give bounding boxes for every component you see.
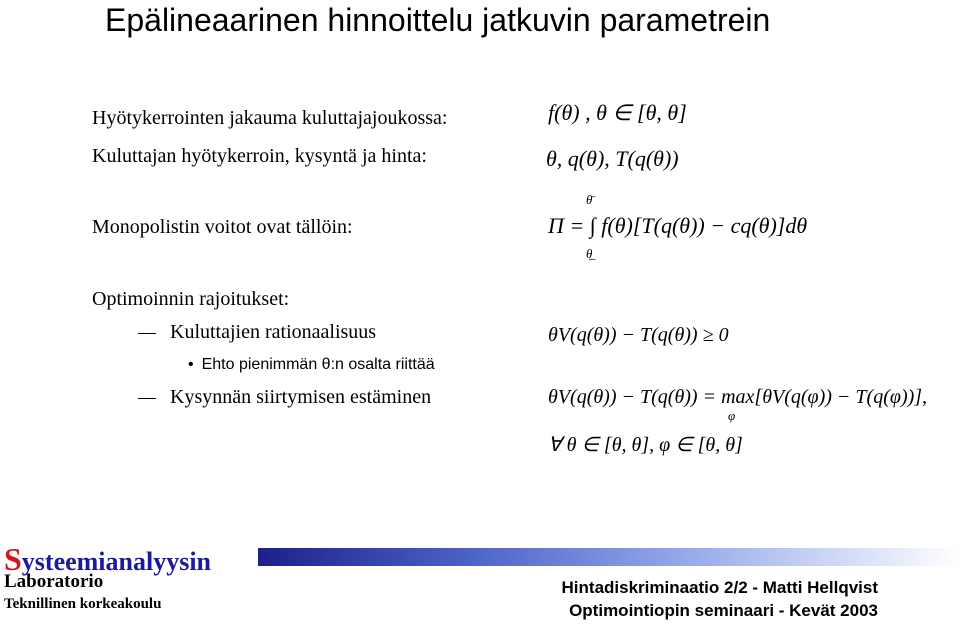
constraints-label: Optimoinnin rajoitukset: bbox=[92, 288, 290, 310]
profit-label: Monopolistin voitot ovat tällöin: bbox=[92, 216, 353, 238]
footer-gradient-bar bbox=[258, 548, 960, 566]
condition-item bbox=[188, 356, 435, 374]
rationality-label: Kuluttajien rationaalisuus bbox=[170, 321, 377, 343]
distribution-label: Hyötykerrointen jakauma kuluttajajoukossa: bbox=[92, 107, 448, 129]
integral-upper-limit: θ̄ bbox=[586, 192, 593, 207]
formula-max-subscript: φ bbox=[728, 408, 736, 423]
footer-line-2: Optimointiopin seminaari - Kevät 2003 bbox=[569, 601, 878, 620]
dash-marker bbox=[138, 333, 156, 335]
rationality-item bbox=[138, 321, 376, 344]
footer-line-1: Hintadiskriminaatio 2/2 - Matti Hellqvist bbox=[561, 578, 878, 597]
consumer-label: Kuluttajan hyötykerroin, kysyntä ja hinta: bbox=[92, 145, 427, 167]
integral-lower-limit: θ̲ bbox=[586, 246, 593, 261]
slide-title: Epälineaarinen hinnoittelu jatkuvin parametrein bbox=[105, 2, 771, 38]
demand-shift-item bbox=[138, 386, 431, 409]
formula-distribution: f(θ) , θ ∈ [θ, θ] bbox=[548, 100, 687, 125]
dash-marker bbox=[138, 398, 156, 400]
formula-profit: Π = ∫ f(θ)[T(q(θ)) − cq(θ)]dθ bbox=[548, 213, 808, 238]
formula-incentive: θV(q(θ)) − T(q(θ)) = max[θV(q(φ)) − T(q(φ))], bbox=[548, 386, 928, 408]
condition-label: Ehto pienimmän θ:n osalta riittää bbox=[201, 356, 435, 373]
demand-shift-label: Kysynnän siirtymisen estäminen bbox=[170, 386, 432, 408]
logo-initial: S bbox=[4, 541, 22, 577]
logo-university: Teknillinen korkeakoulu bbox=[4, 596, 162, 612]
formula-rationality: θV(q(θ)) − T(q(θ)) ≥ 0 bbox=[548, 324, 729, 346]
logo-rest: ysteemianalyysin bbox=[21, 547, 212, 576]
logo-laboratory: Laboratorio bbox=[4, 571, 104, 592]
formula-forall: ∀ θ ∈ [θ, θ], φ ∈ [θ, θ] bbox=[548, 434, 743, 456]
bullet-marker: • bbox=[188, 356, 194, 373]
formula-consumer: θ, q(θ), T(q(θ)) bbox=[546, 146, 679, 171]
